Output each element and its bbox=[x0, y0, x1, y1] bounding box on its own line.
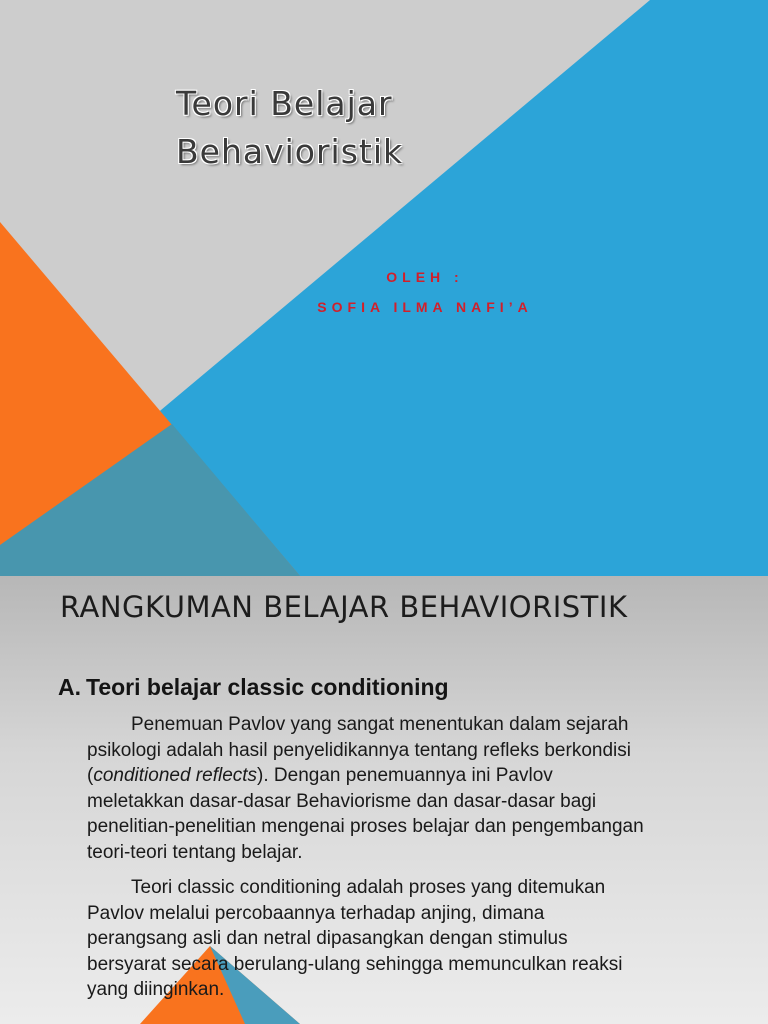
italic-term: conditioned reflects bbox=[93, 765, 258, 786]
paragraph-1-line-3 bbox=[87, 763, 727, 789]
section-number: A. bbox=[58, 674, 81, 700]
section-heading-text: Teori belajar classic conditioning bbox=[86, 674, 449, 700]
summary-slide bbox=[0, 576, 768, 1024]
byline-label: OLEH : bbox=[386, 269, 464, 285]
slide-title bbox=[176, 80, 596, 176]
paragraph-1-line-5: penelitian-penelitian mengenai proses belajar dan pengembangan bbox=[87, 816, 644, 837]
paragraph-2-line-2: Pavlov melalui percobaannya terhadap anjing, dimana bbox=[87, 902, 545, 924]
paragraph-2-line-4: bersyarat secara berulang-ulang sehingga memunculkan reaksi bbox=[87, 953, 623, 975]
paragraph-1 bbox=[87, 712, 727, 865]
line-3-text: ). Dengan penemuannya ini Pavlov bbox=[257, 765, 553, 786]
slide-2-title: RANGKUMAN BELAJAR BEHAVIORISTIK bbox=[60, 590, 628, 624]
paragraph-1-line-6: teori-teori tentang belajar. bbox=[87, 841, 303, 863]
author-name: SOFIA ILMA NAFI’A bbox=[317, 299, 533, 315]
paragraph-2-line-3: perangsang asli dan netral dipasangkan dengan stimulus bbox=[87, 928, 568, 949]
title-line-2: Behavioristik bbox=[176, 132, 404, 171]
paren-open: ( bbox=[87, 765, 94, 786]
paragraph-1-line-1: Penemuan Pavlov yang sangat menentukan dalam sejarah bbox=[131, 714, 629, 735]
paragraph-1-line-2: psikologi adalah hasil penyelidikannya tentang refleks berkondisi bbox=[87, 739, 631, 761]
author-byline bbox=[290, 262, 560, 322]
section-heading bbox=[58, 674, 449, 701]
paragraph-2 bbox=[87, 875, 727, 1003]
paragraph-2-line-1: Teori classic conditioning adalah proses yang ditemukan bbox=[131, 877, 606, 898]
paragraph-1-line-4: meletakkan dasar-dasar Behaviorisme dan dasar-dasar bagi bbox=[87, 790, 597, 812]
paragraph-2-line-5: yang diinginkan. bbox=[87, 979, 225, 1000]
title-line-1: Teori Belajar bbox=[176, 84, 393, 123]
